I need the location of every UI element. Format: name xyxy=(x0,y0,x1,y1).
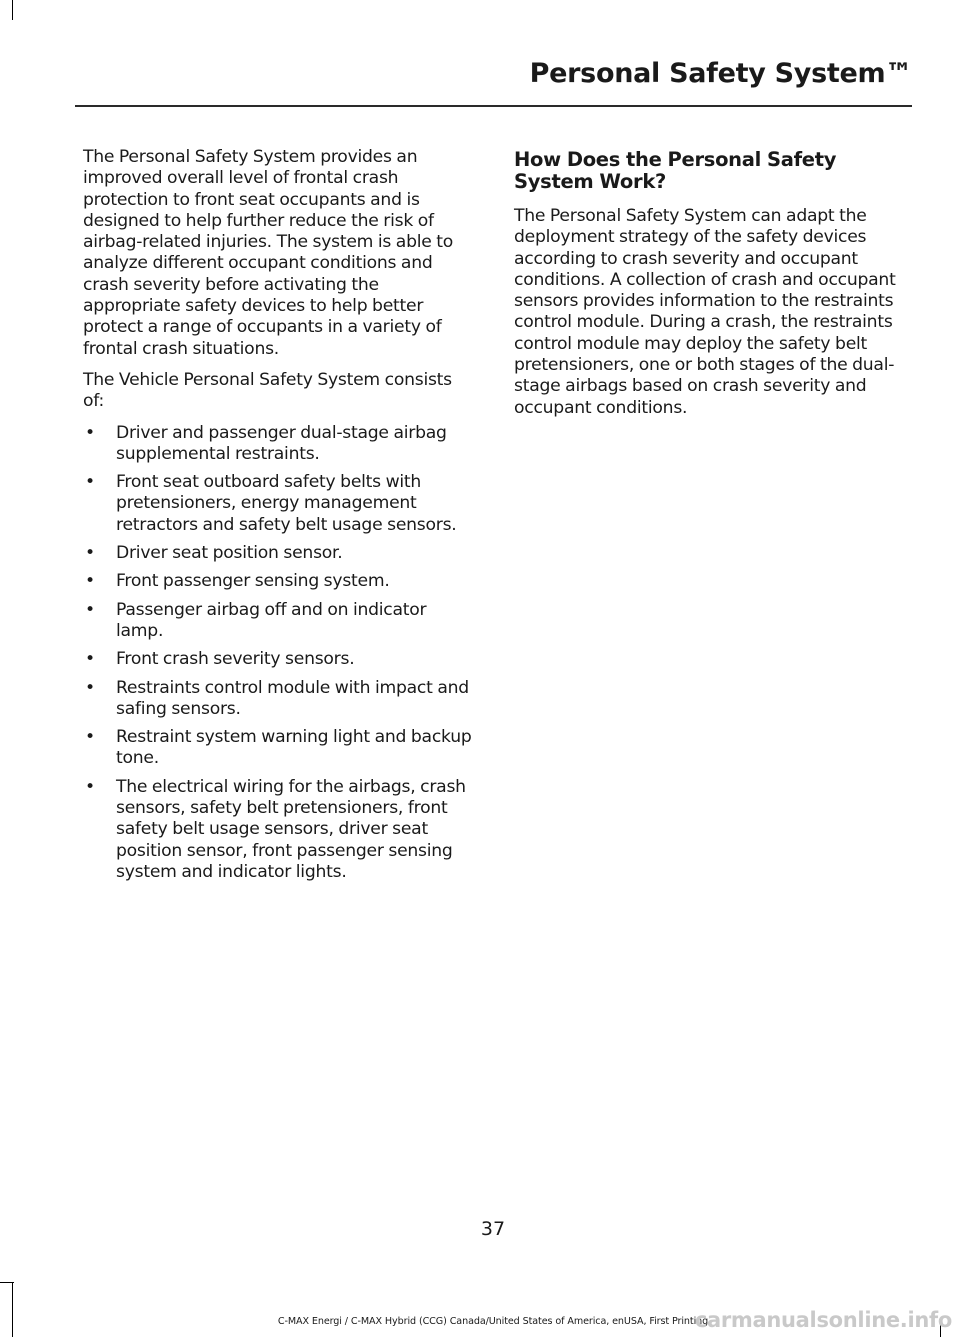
list-item-text: Restraints control module with impact and safing sensors. xyxy=(116,677,469,719)
crop-mark-top-left xyxy=(12,0,13,20)
list-item xyxy=(83,678,475,721)
list-item-text: Front seat outboard safety belts with pretensioners, energy management retractors and safety belt usage sensors. xyxy=(116,472,457,535)
edition-footer: C-MAX Energi / C-MAX Hybrid (CCG) Canada/United States of America, enUSA, First Printing xyxy=(277,1316,709,1327)
list-item-text: Driver seat position sensor. xyxy=(116,543,343,564)
page-number: 37 xyxy=(480,1218,506,1240)
list-item-text: Restraint system warning light and backup tone. xyxy=(116,727,472,769)
consists-of-paragraph: The Vehicle Personal Safety System consists of: xyxy=(83,369,452,412)
list-item-text: Passenger airbag off and on indicator lamp. xyxy=(116,599,427,641)
intro-paragraph: The Personal Safety System provides an improved overall level of frontal crash protection to front seat occupants and is designed to help further reduce the risk of airbag-related injuries. The system is able to analyze different occupant conditions and crash severity before activating the appropriate safety devices to help better protect a range of occupants in a variety of frontal crash situations. xyxy=(83,147,454,359)
bullet-icon: • xyxy=(85,776,95,797)
list-item xyxy=(83,543,475,564)
section-heading: How Does the Personal Safety System Work? xyxy=(514,148,837,193)
list-item xyxy=(83,777,475,883)
bullet-icon: • xyxy=(85,727,95,748)
crop-mark-bottom-left-vertical xyxy=(12,1282,13,1337)
left-column xyxy=(83,147,475,890)
list-item xyxy=(83,727,475,770)
crop-mark-bottom-left-horizontal xyxy=(0,1282,14,1283)
components-list xyxy=(83,423,475,884)
list-item-text: Front crash severity sensors. xyxy=(116,649,355,670)
bullet-icon: • xyxy=(85,677,95,698)
bullet-icon: • xyxy=(85,649,95,670)
site-watermark: carmanualsonline.info xyxy=(694,1308,952,1332)
right-column xyxy=(514,147,908,429)
bullet-icon: • xyxy=(85,472,95,493)
bullet-icon: • xyxy=(85,571,95,592)
list-item xyxy=(83,423,475,466)
title-divider xyxy=(75,105,912,107)
list-item xyxy=(83,649,475,670)
bullet-icon: • xyxy=(85,422,95,443)
bullet-icon: • xyxy=(85,543,95,564)
list-item xyxy=(83,472,475,536)
list-item xyxy=(83,571,475,592)
bullet-icon: • xyxy=(85,599,95,620)
how-it-works-paragraph: The Personal Safety System can adapt the deployment strategy of the safety devices according to crash severity and occupant conditions. A collection of crash and occupant sensors provides information to the restraints control module. During a crash, the restraints control module may deploy the safety belt pretensioners, one or both stages of the dual-stage airbags based on crash severity and occupant conditions. xyxy=(514,206,896,418)
list-item-text: The electrical wiring for the airbags, crash sensors, safety belt pretensioners, front safety belt usage sensors, driver seat position sensor, front passenger sensing system and indicator lights. xyxy=(116,776,466,882)
page-title: Personal Safety System™ xyxy=(529,58,912,89)
list-item-text: Driver and passenger dual-stage airbag supplemental restraints. xyxy=(116,422,447,464)
list-item xyxy=(83,600,475,643)
list-item-text: Front passenger sensing system. xyxy=(116,571,390,592)
